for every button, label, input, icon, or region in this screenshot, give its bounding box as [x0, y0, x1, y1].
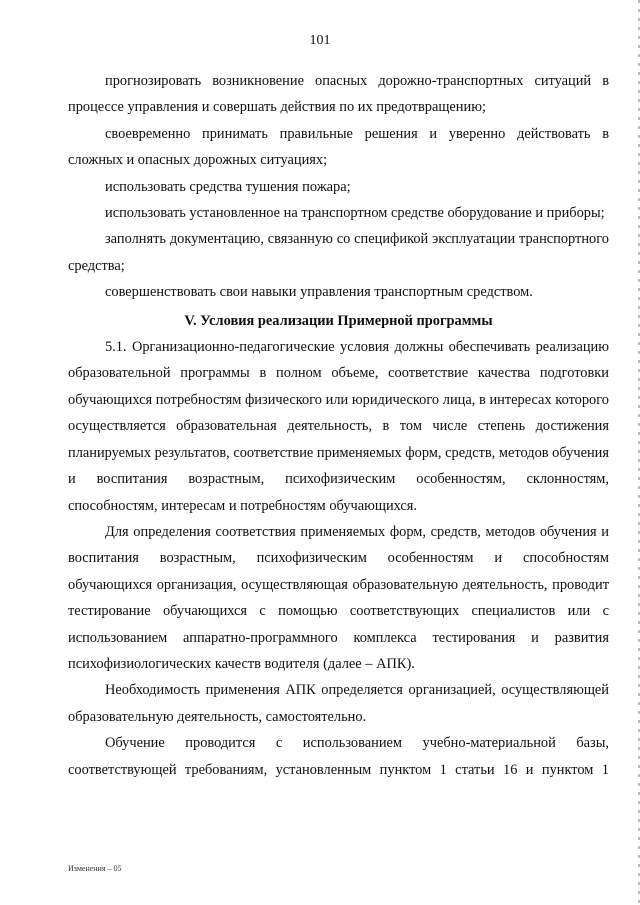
document-body [68, 68, 609, 783]
footer-revision: Изменения – 05 [68, 864, 122, 873]
paragraph-skills: совершенствовать свои навыки управления транспортным средством. [105, 284, 533, 301]
paragraph-apk: Необходимость применения АПК определяется организацией, осуществляющей образовательную деятельность, самостоятельно. [68, 682, 609, 725]
paragraph-equipment: использовать установленное на транспортном средстве оборудование и приборы; [105, 205, 605, 222]
section-heading: V. Условия реализации Примерной программы [184, 312, 493, 329]
page-number: 101 [309, 33, 331, 48]
paragraph-documentation: заполнять документацию, связанную со спецификой эксплуатации транспортного средства; [68, 231, 609, 274]
paragraph-decisions: своевременно принимать правильные решения и уверенно действовать в сложных и опасных дорожных ситуациях; [68, 125, 609, 169]
paragraph-fire: использовать средства тушения пожара; [105, 178, 351, 195]
paragraph-testing: Для определения соответствия применяемых форм, средств, методов обучения и воспитания возрастным, психофизическим особенностям и способностям обучающихся организация, осуществляющая образовательную деятельность, проводит тестирование обучающихся с помощью соответствующих специалистов или с использованием аппаратно-программного комплекса тестирования и развития психофизиологических качеств водителя (далее – АПК). [68, 523, 609, 672]
paragraph-forecast: прогнозировать возникновение опасных дорожно-транспортных ситуаций в процессе управления и совершать действия по их предотвращению; [68, 73, 609, 116]
paragraph-5-1: 5.1. Организационно-педагогические условия должны обеспечивать реализацию образовательной программы в полном объеме, соответствие качества подготовки обучающихся потребностям физического или юридического лица, в интересах которого осуществляется образовательная деятельность, в том числе степень достижения планируемых результатов, соответствие применяемых форм, средств, методов обучения и воспитания возрастным, психофизическим особенностям, склонностям, способностям, интересам и потребностям обучающихся. [68, 339, 609, 514]
paragraph-training: Обучение проводится с использованием учебно-материальной базы, соответствующей требованиям, установленным пунктом 1 статьи 16 и пунктом 1 [68, 735, 609, 778]
